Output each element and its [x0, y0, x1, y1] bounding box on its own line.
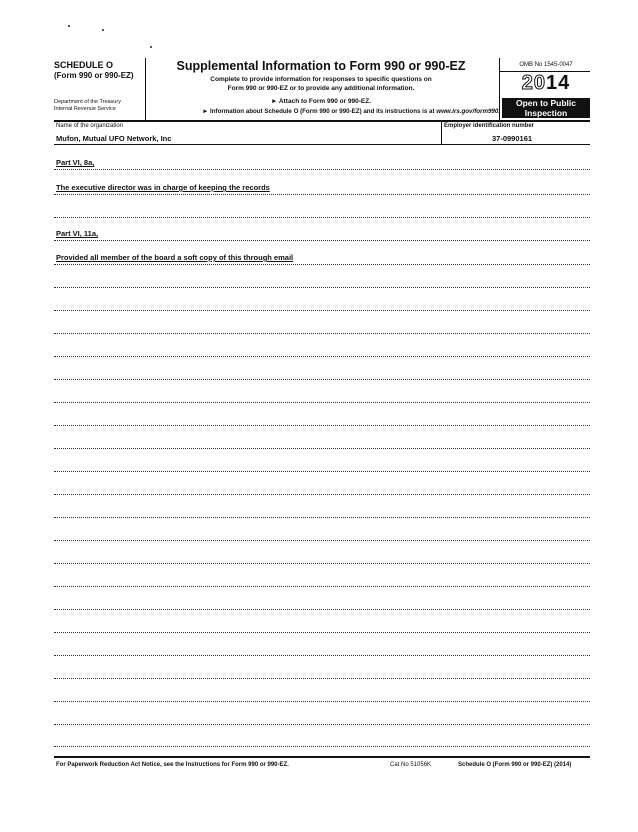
header-divider-left	[145, 58, 146, 120]
dept-treasury: Department of the Treasury	[54, 99, 121, 105]
dotted-line	[54, 356, 590, 357]
dotted-line	[54, 540, 590, 541]
dotted-line	[54, 425, 590, 426]
org-rule	[54, 144, 590, 145]
dotted-line	[54, 517, 590, 518]
dotted-line	[54, 333, 590, 334]
scan-mark	[102, 29, 104, 31]
dotted-line	[54, 264, 590, 265]
dotted-line	[54, 194, 590, 195]
dotted-line	[54, 379, 590, 380]
omb-number: OMB No 1545-0047	[519, 62, 573, 68]
dotted-line	[54, 701, 590, 702]
line-board-email: Provided all member of the board a soft copy of this through email	[56, 253, 294, 262]
dept-irs: Internal Revenue Service	[54, 106, 116, 112]
ein-label: Employer identification number	[444, 123, 535, 129]
scan-mark	[68, 25, 70, 27]
org-divider	[441, 122, 442, 144]
info-url: www.irs.gov/form990.	[436, 108, 500, 115]
subtitle-line-2: Form 990 or 990-EZ or to provide any additional information.	[227, 85, 415, 92]
form-reference: (Form 990 or 990-EZ)	[54, 71, 134, 80]
dotted-line	[54, 217, 590, 218]
open-line-2: Inspection	[524, 108, 568, 118]
org-name-label: Name of the organization	[56, 123, 124, 129]
tax-year-digits: 14	[546, 72, 571, 94]
dotted-line	[54, 746, 590, 747]
ein-value: 37-0990161	[492, 134, 533, 143]
dotted-line	[54, 471, 590, 472]
schedule-label: SCHEDULE O	[54, 60, 114, 70]
dotted-line	[54, 655, 590, 656]
dotted-line	[54, 240, 590, 241]
header-rule	[54, 120, 590, 122]
tax-year-century: 20	[521, 72, 546, 94]
dotted-line	[54, 632, 590, 633]
dotted-line	[54, 402, 590, 403]
dotted-line	[54, 310, 590, 311]
open-to-public-badge	[502, 98, 590, 118]
form-subtitle	[148, 75, 494, 93]
dotted-line	[54, 609, 590, 610]
footer-schedule-ref: Schedule O (Form 990 or 990-EZ) (2014)	[458, 762, 572, 768]
dotted-line	[54, 724, 590, 725]
dotted-line	[54, 494, 590, 495]
dotted-line	[54, 563, 590, 564]
scan-mark	[150, 46, 152, 48]
attach-instruction: ► Attach to Form 990 or 990-EZ.	[270, 98, 372, 105]
line-part-vi-11a: Part VI, 11a,	[56, 229, 99, 238]
subtitle-line-1: Complete to provide information for responses to specific questions on	[210, 76, 432, 83]
line-executive-director: The executive director was in charge of keeping the records	[56, 183, 270, 192]
dotted-line	[54, 169, 590, 170]
footer-rule	[54, 756, 590, 758]
dotted-line	[54, 448, 590, 449]
org-name: Mufon, Mutual UFO Network, Inc	[56, 134, 172, 143]
info-prefix: ► Information about Schedule O (Form 990 or 990-EZ) and its instructions is at	[202, 108, 437, 115]
line-part-vi-8a: Part VI, 8a,	[56, 158, 95, 167]
dotted-line	[54, 287, 590, 288]
info-instruction	[148, 108, 500, 115]
dotted-line	[54, 678, 590, 679]
tax-year	[502, 72, 590, 95]
footer-paperwork-notice: For Paperwork Reduction Act Notice, see the Instructions for Form 990 or 990-EZ.	[56, 762, 289, 768]
footer-cat-number: Cat No 51056K	[390, 762, 432, 768]
schedule-id-block	[54, 60, 144, 145]
dotted-line	[54, 586, 590, 587]
form-title: Supplemental Information to Form 990 or 990-EZ	[176, 59, 466, 73]
open-line-1: Open to Public	[516, 98, 576, 108]
